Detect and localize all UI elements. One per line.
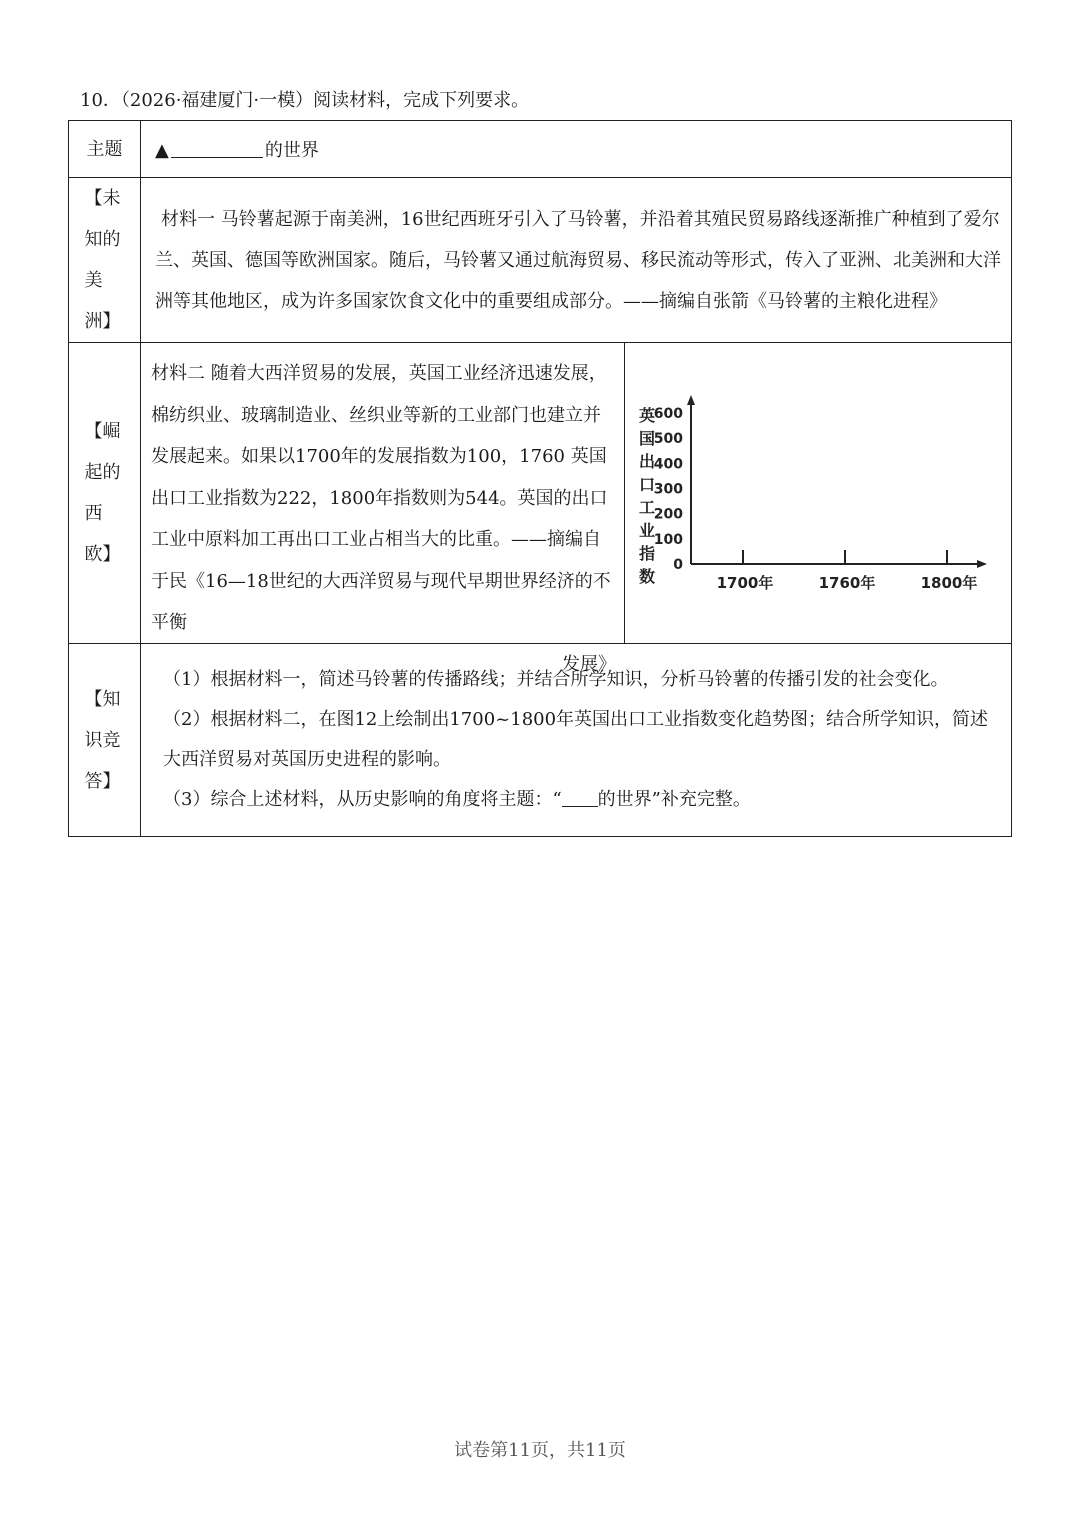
- export-index-chart: [625, 343, 1011, 643]
- x-axis-arrow: [977, 560, 987, 568]
- y-axis-arrow: [687, 395, 695, 405]
- material2-cell: [141, 343, 1012, 675]
- y-tick-label: 200: [653, 506, 683, 523]
- y-tick-label: 400: [653, 456, 683, 473]
- x-tick-label: 1760年: [818, 574, 876, 592]
- y-axis-label-char: 指: [638, 544, 656, 563]
- topic-cell: [141, 121, 1012, 178]
- material-table: [68, 120, 1012, 837]
- material2-row: [69, 343, 1012, 644]
- material2-text-block: [141, 343, 625, 675]
- y-axis-label-char: 口: [638, 475, 656, 494]
- question-3: [151, 780, 1001, 820]
- y-axis-label-char: 数: [638, 567, 656, 586]
- y-axis-label-char: 国: [638, 429, 656, 448]
- material2-text: 材料二 随着大西洋贸易的发展，英国工业经济迅速发展，棉纺织业、玻璃制造业、丝织业等新的工业部门也建立并发展起来。如果以1700年的发展指数为100，1760 英国出口工业指数为222，1800年指数则为544。英国的出口工业中原料加工再出口工业占相当大的比重。——摘编自于民《16—18世纪的大西洋贸易与现代早期世界经济的不平衡: [151, 363, 611, 633]
- topic-row: [69, 121, 1012, 178]
- question-3-prefix: （3）综合上述材料，从历史影响的角度将主题：“: [163, 789, 562, 810]
- question-1: （1）根据材料一，简述马铃薯的传播路线；并结合所学知识，分析马铃薯的传播引发的社会变化。: [163, 669, 949, 690]
- y-tick-label: 100: [653, 531, 683, 548]
- y-axis-label-char: 工: [638, 498, 656, 517]
- y-axis-label-char: 英: [638, 406, 656, 425]
- material1-label: 【未知的美洲】: [84, 188, 121, 332]
- material2-label-cell: [69, 343, 141, 644]
- topic-blank[interactable]: [171, 139, 263, 158]
- topic-label: 主题: [86, 138, 123, 160]
- y-axis-label: [638, 406, 655, 586]
- chart-axes: [687, 395, 987, 568]
- chart-svg[interactable]: [625, 343, 1009, 643]
- question-3-suffix: 的世界”补充完整。: [597, 789, 751, 810]
- material1-text: 材料一 马铃薯起源于南美洲，16世纪西班牙引入了马铃薯，并沿着其殖民贸易路线逐渐推广种植到了爱尔兰、英国、德国等欧洲国家。随后，马铃薯又通过航海贸易、移民流动等形式，传入了亚洲、北美洲和大洋洲等其他地区，成为许多国家饮食文化中的重要组成部分。——摘编自张箭《马铃薯的主粮化进程》: [141, 178, 1012, 343]
- topic-suffix: 的世界: [264, 140, 319, 161]
- topic-label-cell: [69, 121, 141, 178]
- question-2: （2）根据材料二，在图12上绘制出1700~1800年英国出口工业指数变化趋势图；结合所学知识，简述大西洋贸易对英国历史进程的影响。: [163, 709, 989, 770]
- answers-label: 【知识竞答】: [84, 688, 121, 792]
- x-tick-label: 1700年: [716, 574, 774, 592]
- x-ticks: [717, 550, 978, 592]
- material1-label-cell: [69, 178, 141, 343]
- x-tick-label: 1800年: [920, 574, 978, 592]
- triangle-marker: ▲: [155, 140, 169, 161]
- answers-cell: [141, 644, 1012, 837]
- y-axis-label-char: 业: [638, 521, 656, 540]
- material2-source-end: 发展》: [562, 653, 616, 675]
- y-tick-label: 600: [653, 406, 683, 422]
- y-tick-labels: [654, 406, 683, 573]
- y-tick-label: 300: [653, 481, 683, 498]
- answers-row: [69, 644, 1012, 837]
- question-3-blank[interactable]: [562, 790, 598, 807]
- material2-label: 【崛起的西欧】: [84, 421, 121, 565]
- question-title: 10．（2026·福建厦门·一模）阅读材料，完成下列要求。: [80, 90, 530, 111]
- y-tick-label: 0: [673, 557, 683, 573]
- y-tick-label: 500: [653, 431, 683, 448]
- page-footer: 试卷第11页，共11页: [454, 1440, 626, 1461]
- material1-row: [69, 178, 1012, 343]
- y-axis-label-char: 出: [638, 452, 656, 471]
- answers-label-cell: [69, 644, 141, 837]
